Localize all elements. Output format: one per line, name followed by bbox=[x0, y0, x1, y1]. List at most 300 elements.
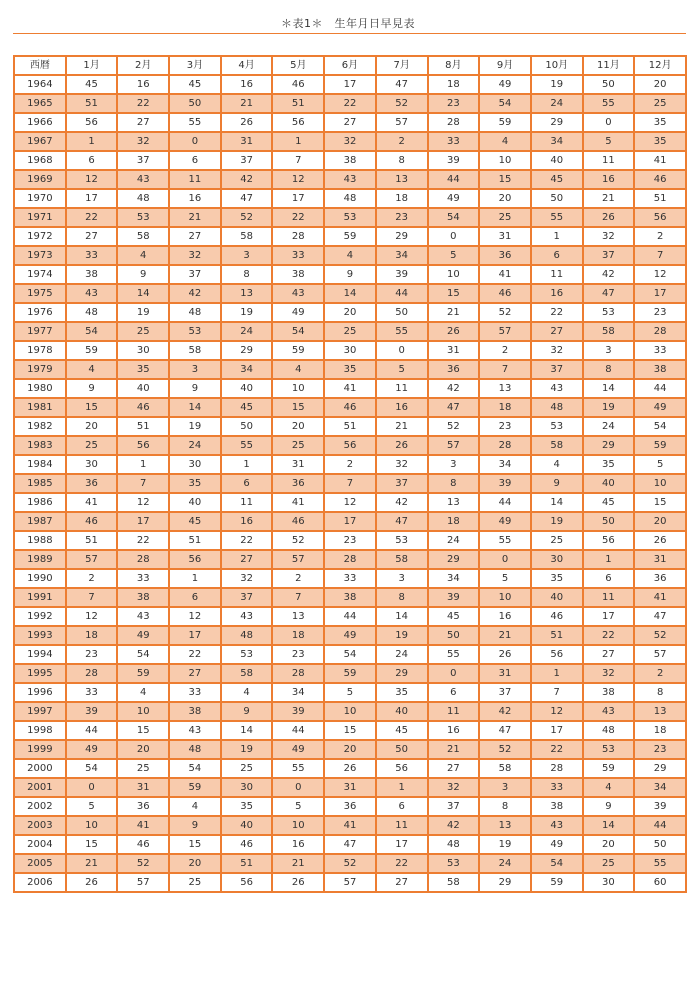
year-cell: 1974 bbox=[14, 265, 66, 284]
value-cell: 46 bbox=[479, 284, 531, 303]
year-cell: 1978 bbox=[14, 341, 66, 360]
value-cell: 42 bbox=[428, 816, 480, 835]
value-cell: 9 bbox=[583, 797, 635, 816]
value-cell: 0 bbox=[66, 778, 118, 797]
value-cell: 45 bbox=[169, 75, 221, 94]
value-cell: 40 bbox=[169, 493, 221, 512]
value-cell: 59 bbox=[531, 873, 583, 892]
value-cell: 30 bbox=[583, 873, 635, 892]
column-header-month: 7月 bbox=[376, 56, 428, 75]
value-cell: 37 bbox=[531, 360, 583, 379]
value-cell: 51 bbox=[221, 854, 273, 873]
value-cell: 53 bbox=[531, 417, 583, 436]
year-cell: 1992 bbox=[14, 607, 66, 626]
table-row bbox=[14, 683, 686, 702]
value-cell: 59 bbox=[583, 759, 635, 778]
value-cell: 29 bbox=[583, 436, 635, 455]
value-cell: 29 bbox=[221, 341, 273, 360]
value-cell: 45 bbox=[376, 721, 428, 740]
value-cell: 2 bbox=[272, 569, 324, 588]
value-cell: 38 bbox=[169, 702, 221, 721]
value-cell: 38 bbox=[583, 683, 635, 702]
value-cell: 3 bbox=[428, 455, 480, 474]
value-cell: 53 bbox=[428, 854, 480, 873]
table-row bbox=[14, 379, 686, 398]
value-cell: 0 bbox=[272, 778, 324, 797]
value-cell: 4 bbox=[479, 132, 531, 151]
value-cell: 58 bbox=[117, 227, 169, 246]
value-cell: 31 bbox=[479, 227, 531, 246]
table-row bbox=[14, 835, 686, 854]
value-cell: 17 bbox=[376, 835, 428, 854]
value-cell: 27 bbox=[221, 550, 273, 569]
value-cell: 19 bbox=[221, 303, 273, 322]
year-cell: 1983 bbox=[14, 436, 66, 455]
value-cell: 45 bbox=[428, 607, 480, 626]
value-cell: 40 bbox=[117, 379, 169, 398]
table-row bbox=[14, 284, 686, 303]
value-cell: 44 bbox=[428, 170, 480, 189]
value-cell: 16 bbox=[428, 721, 480, 740]
value-cell: 17 bbox=[169, 626, 221, 645]
value-cell: 9 bbox=[531, 474, 583, 493]
value-cell: 14 bbox=[117, 284, 169, 303]
value-cell: 33 bbox=[117, 569, 169, 588]
value-cell: 23 bbox=[479, 417, 531, 436]
value-cell: 29 bbox=[531, 113, 583, 132]
value-cell: 40 bbox=[531, 588, 583, 607]
value-cell: 59 bbox=[66, 341, 118, 360]
value-cell: 8 bbox=[634, 683, 686, 702]
value-cell: 25 bbox=[531, 531, 583, 550]
year-cell: 1997 bbox=[14, 702, 66, 721]
value-cell: 26 bbox=[272, 873, 324, 892]
value-cell: 2 bbox=[479, 341, 531, 360]
value-cell: 56 bbox=[169, 550, 221, 569]
table-row bbox=[14, 721, 686, 740]
year-cell: 2000 bbox=[14, 759, 66, 778]
value-cell: 56 bbox=[531, 645, 583, 664]
value-cell: 17 bbox=[634, 284, 686, 303]
value-cell: 17 bbox=[324, 512, 376, 531]
value-cell: 20 bbox=[169, 854, 221, 873]
value-cell: 34 bbox=[479, 455, 531, 474]
value-cell: 16 bbox=[117, 75, 169, 94]
value-cell: 17 bbox=[117, 512, 169, 531]
value-cell: 3 bbox=[376, 569, 428, 588]
value-cell: 21 bbox=[479, 626, 531, 645]
value-cell: 57 bbox=[272, 550, 324, 569]
value-cell: 47 bbox=[428, 398, 480, 417]
value-cell: 56 bbox=[66, 113, 118, 132]
value-cell: 54 bbox=[428, 208, 480, 227]
value-cell: 18 bbox=[428, 75, 480, 94]
value-cell: 34 bbox=[221, 360, 273, 379]
value-cell: 46 bbox=[324, 398, 376, 417]
year-cell: 1993 bbox=[14, 626, 66, 645]
value-cell: 17 bbox=[272, 189, 324, 208]
table-row bbox=[14, 797, 686, 816]
value-cell: 45 bbox=[221, 398, 273, 417]
table-row bbox=[14, 474, 686, 493]
year-cell: 1967 bbox=[14, 132, 66, 151]
value-cell: 57 bbox=[634, 645, 686, 664]
value-cell: 55 bbox=[376, 322, 428, 341]
value-cell: 49 bbox=[324, 626, 376, 645]
value-cell: 7 bbox=[634, 246, 686, 265]
value-cell: 9 bbox=[221, 702, 273, 721]
value-cell: 26 bbox=[583, 208, 635, 227]
value-cell: 39 bbox=[376, 265, 428, 284]
column-header-month: 5月 bbox=[272, 56, 324, 75]
table-row bbox=[14, 94, 686, 113]
table-row bbox=[14, 246, 686, 265]
value-cell: 57 bbox=[117, 873, 169, 892]
value-cell: 27 bbox=[583, 645, 635, 664]
value-cell: 50 bbox=[169, 94, 221, 113]
value-cell: 21 bbox=[169, 208, 221, 227]
value-cell: 32 bbox=[221, 569, 273, 588]
value-cell: 38 bbox=[634, 360, 686, 379]
value-cell: 50 bbox=[583, 75, 635, 94]
value-cell: 48 bbox=[169, 303, 221, 322]
value-cell: 25 bbox=[221, 759, 273, 778]
value-cell: 57 bbox=[428, 436, 480, 455]
value-cell: 56 bbox=[272, 113, 324, 132]
value-cell: 18 bbox=[479, 398, 531, 417]
value-cell: 49 bbox=[531, 835, 583, 854]
value-cell: 15 bbox=[272, 398, 324, 417]
value-cell: 17 bbox=[324, 75, 376, 94]
value-cell: 42 bbox=[479, 702, 531, 721]
value-cell: 26 bbox=[221, 113, 273, 132]
table-row bbox=[14, 664, 686, 683]
value-cell: 9 bbox=[324, 265, 376, 284]
value-cell: 42 bbox=[221, 170, 273, 189]
value-cell: 0 bbox=[169, 132, 221, 151]
value-cell: 36 bbox=[428, 360, 480, 379]
column-header-month: 1月 bbox=[66, 56, 118, 75]
value-cell: 57 bbox=[479, 322, 531, 341]
value-cell: 52 bbox=[634, 626, 686, 645]
value-cell: 23 bbox=[324, 531, 376, 550]
value-cell: 38 bbox=[324, 151, 376, 170]
value-cell: 42 bbox=[428, 379, 480, 398]
value-cell: 40 bbox=[221, 816, 273, 835]
value-cell: 38 bbox=[117, 588, 169, 607]
value-cell: 30 bbox=[117, 341, 169, 360]
year-cell: 1968 bbox=[14, 151, 66, 170]
value-cell: 7 bbox=[272, 588, 324, 607]
value-cell: 10 bbox=[66, 816, 118, 835]
value-cell: 55 bbox=[583, 94, 635, 113]
value-cell: 49 bbox=[634, 398, 686, 417]
value-cell: 16 bbox=[376, 398, 428, 417]
value-cell: 33 bbox=[169, 683, 221, 702]
value-cell: 15 bbox=[169, 835, 221, 854]
value-cell: 1 bbox=[221, 455, 273, 474]
value-cell: 34 bbox=[531, 132, 583, 151]
value-cell: 56 bbox=[376, 759, 428, 778]
value-cell: 8 bbox=[428, 474, 480, 493]
value-cell: 43 bbox=[169, 721, 221, 740]
value-cell: 5 bbox=[272, 797, 324, 816]
table-row bbox=[14, 455, 686, 474]
value-cell: 19 bbox=[531, 75, 583, 94]
table-row bbox=[14, 417, 686, 436]
value-cell: 53 bbox=[169, 322, 221, 341]
value-cell: 10 bbox=[479, 151, 531, 170]
value-cell: 3 bbox=[583, 341, 635, 360]
value-cell: 39 bbox=[634, 797, 686, 816]
table-row bbox=[14, 265, 686, 284]
value-cell: 58 bbox=[221, 227, 273, 246]
value-cell: 9 bbox=[66, 379, 118, 398]
year-cell: 2005 bbox=[14, 854, 66, 873]
value-cell: 26 bbox=[376, 436, 428, 455]
value-cell: 27 bbox=[376, 873, 428, 892]
value-cell: 35 bbox=[324, 360, 376, 379]
value-cell: 12 bbox=[117, 493, 169, 512]
value-cell: 31 bbox=[428, 341, 480, 360]
value-cell: 33 bbox=[634, 341, 686, 360]
value-cell: 14 bbox=[376, 607, 428, 626]
value-cell: 43 bbox=[272, 284, 324, 303]
value-cell: 39 bbox=[428, 588, 480, 607]
value-cell: 2 bbox=[66, 569, 118, 588]
value-cell: 6 bbox=[66, 151, 118, 170]
value-cell: 20 bbox=[479, 189, 531, 208]
value-cell: 1 bbox=[117, 455, 169, 474]
value-cell: 37 bbox=[479, 683, 531, 702]
value-cell: 43 bbox=[117, 607, 169, 626]
value-cell: 1 bbox=[66, 132, 118, 151]
table-row bbox=[14, 607, 686, 626]
value-cell: 20 bbox=[634, 512, 686, 531]
value-cell: 18 bbox=[272, 626, 324, 645]
value-cell: 12 bbox=[324, 493, 376, 512]
value-cell: 28 bbox=[479, 436, 531, 455]
value-cell: 21 bbox=[376, 417, 428, 436]
value-cell: 43 bbox=[531, 816, 583, 835]
column-header-month: 4月 bbox=[221, 56, 273, 75]
value-cell: 33 bbox=[66, 683, 118, 702]
value-cell: 12 bbox=[531, 702, 583, 721]
value-cell: 36 bbox=[272, 474, 324, 493]
value-cell: 37 bbox=[117, 151, 169, 170]
value-cell: 52 bbox=[479, 303, 531, 322]
value-cell: 15 bbox=[66, 398, 118, 417]
table-row bbox=[14, 75, 686, 94]
value-cell: 32 bbox=[428, 778, 480, 797]
value-cell: 19 bbox=[583, 398, 635, 417]
value-cell: 5 bbox=[583, 132, 635, 151]
value-cell: 0 bbox=[428, 664, 480, 683]
value-cell: 48 bbox=[221, 626, 273, 645]
value-cell: 22 bbox=[117, 94, 169, 113]
value-cell: 49 bbox=[479, 512, 531, 531]
table-row bbox=[14, 170, 686, 189]
value-cell: 35 bbox=[376, 683, 428, 702]
value-cell: 34 bbox=[376, 246, 428, 265]
value-cell: 12 bbox=[66, 607, 118, 626]
value-cell: 25 bbox=[117, 322, 169, 341]
table-row bbox=[14, 189, 686, 208]
value-cell: 48 bbox=[117, 189, 169, 208]
value-cell: 8 bbox=[479, 797, 531, 816]
value-cell: 40 bbox=[583, 474, 635, 493]
table-row bbox=[14, 854, 686, 873]
value-cell: 37 bbox=[221, 588, 273, 607]
table-row bbox=[14, 645, 686, 664]
value-cell: 35 bbox=[117, 360, 169, 379]
value-cell: 26 bbox=[66, 873, 118, 892]
birthdate-table-container bbox=[13, 55, 687, 893]
value-cell: 32 bbox=[324, 132, 376, 151]
value-cell: 57 bbox=[66, 550, 118, 569]
value-cell: 52 bbox=[428, 417, 480, 436]
value-cell: 33 bbox=[66, 246, 118, 265]
table-row bbox=[14, 151, 686, 170]
year-cell: 1987 bbox=[14, 512, 66, 531]
value-cell: 30 bbox=[169, 455, 221, 474]
value-cell: 38 bbox=[324, 588, 376, 607]
value-cell: 32 bbox=[169, 246, 221, 265]
value-cell: 53 bbox=[221, 645, 273, 664]
value-cell: 55 bbox=[479, 531, 531, 550]
table-row bbox=[14, 873, 686, 892]
value-cell: 48 bbox=[531, 398, 583, 417]
value-cell: 46 bbox=[117, 835, 169, 854]
value-cell: 24 bbox=[531, 94, 583, 113]
value-cell: 6 bbox=[169, 151, 221, 170]
value-cell: 44 bbox=[479, 493, 531, 512]
column-header-month: 3月 bbox=[169, 56, 221, 75]
value-cell: 40 bbox=[376, 702, 428, 721]
year-cell: 1986 bbox=[14, 493, 66, 512]
value-cell: 7 bbox=[479, 360, 531, 379]
value-cell: 59 bbox=[324, 227, 376, 246]
value-cell: 55 bbox=[634, 854, 686, 873]
year-cell: 1988 bbox=[14, 531, 66, 550]
value-cell: 17 bbox=[531, 721, 583, 740]
value-cell: 48 bbox=[169, 740, 221, 759]
year-cell: 1976 bbox=[14, 303, 66, 322]
year-cell: 1981 bbox=[14, 398, 66, 417]
value-cell: 58 bbox=[583, 322, 635, 341]
value-cell: 30 bbox=[324, 341, 376, 360]
value-cell: 14 bbox=[531, 493, 583, 512]
value-cell: 52 bbox=[479, 740, 531, 759]
value-cell: 4 bbox=[583, 778, 635, 797]
value-cell: 7 bbox=[531, 683, 583, 702]
value-cell: 58 bbox=[376, 550, 428, 569]
value-cell: 42 bbox=[169, 284, 221, 303]
value-cell: 6 bbox=[428, 683, 480, 702]
value-cell: 52 bbox=[221, 208, 273, 227]
value-cell: 50 bbox=[583, 512, 635, 531]
value-cell: 10 bbox=[272, 379, 324, 398]
value-cell: 22 bbox=[221, 531, 273, 550]
value-cell: 19 bbox=[221, 740, 273, 759]
value-cell: 5 bbox=[324, 683, 376, 702]
value-cell: 39 bbox=[479, 474, 531, 493]
value-cell: 49 bbox=[272, 740, 324, 759]
value-cell: 43 bbox=[117, 170, 169, 189]
value-cell: 31 bbox=[117, 778, 169, 797]
value-cell: 0 bbox=[428, 227, 480, 246]
value-cell: 42 bbox=[376, 493, 428, 512]
value-cell: 50 bbox=[634, 835, 686, 854]
column-header-month: 9月 bbox=[479, 56, 531, 75]
value-cell: 15 bbox=[117, 721, 169, 740]
value-cell: 56 bbox=[117, 436, 169, 455]
value-cell: 5 bbox=[479, 569, 531, 588]
value-cell: 1 bbox=[583, 550, 635, 569]
value-cell: 46 bbox=[221, 835, 273, 854]
value-cell: 41 bbox=[634, 588, 686, 607]
value-cell: 53 bbox=[324, 208, 376, 227]
value-cell: 47 bbox=[479, 721, 531, 740]
value-cell: 1 bbox=[531, 664, 583, 683]
value-cell: 4 bbox=[66, 360, 118, 379]
value-cell: 58 bbox=[531, 436, 583, 455]
value-cell: 53 bbox=[117, 208, 169, 227]
value-cell: 13 bbox=[221, 284, 273, 303]
value-cell: 27 bbox=[324, 113, 376, 132]
value-cell: 2 bbox=[634, 664, 686, 683]
value-cell: 1 bbox=[272, 132, 324, 151]
table-row bbox=[14, 360, 686, 379]
value-cell: 34 bbox=[428, 569, 480, 588]
value-cell: 16 bbox=[221, 512, 273, 531]
value-cell: 21 bbox=[583, 189, 635, 208]
value-cell: 25 bbox=[324, 322, 376, 341]
value-cell: 32 bbox=[531, 341, 583, 360]
value-cell: 37 bbox=[221, 151, 273, 170]
value-cell: 50 bbox=[531, 189, 583, 208]
year-cell: 1966 bbox=[14, 113, 66, 132]
value-cell: 10 bbox=[634, 474, 686, 493]
value-cell: 28 bbox=[117, 550, 169, 569]
value-cell: 18 bbox=[634, 721, 686, 740]
value-cell: 41 bbox=[66, 493, 118, 512]
value-cell: 56 bbox=[634, 208, 686, 227]
value-cell: 36 bbox=[324, 797, 376, 816]
value-cell: 59 bbox=[634, 436, 686, 455]
table-row bbox=[14, 208, 686, 227]
value-cell: 12 bbox=[169, 607, 221, 626]
value-cell: 3 bbox=[479, 778, 531, 797]
value-cell: 18 bbox=[428, 512, 480, 531]
value-cell: 55 bbox=[531, 208, 583, 227]
value-cell: 45 bbox=[66, 75, 118, 94]
value-cell: 24 bbox=[169, 436, 221, 455]
value-cell: 54 bbox=[324, 645, 376, 664]
year-cell: 1985 bbox=[14, 474, 66, 493]
value-cell: 53 bbox=[583, 740, 635, 759]
value-cell: 52 bbox=[117, 854, 169, 873]
value-cell: 22 bbox=[531, 303, 583, 322]
value-cell: 16 bbox=[272, 835, 324, 854]
value-cell: 39 bbox=[272, 702, 324, 721]
value-cell: 43 bbox=[221, 607, 273, 626]
table-row bbox=[14, 341, 686, 360]
year-cell: 1998 bbox=[14, 721, 66, 740]
value-cell: 24 bbox=[479, 854, 531, 873]
value-cell: 27 bbox=[531, 322, 583, 341]
year-cell: 1979 bbox=[14, 360, 66, 379]
